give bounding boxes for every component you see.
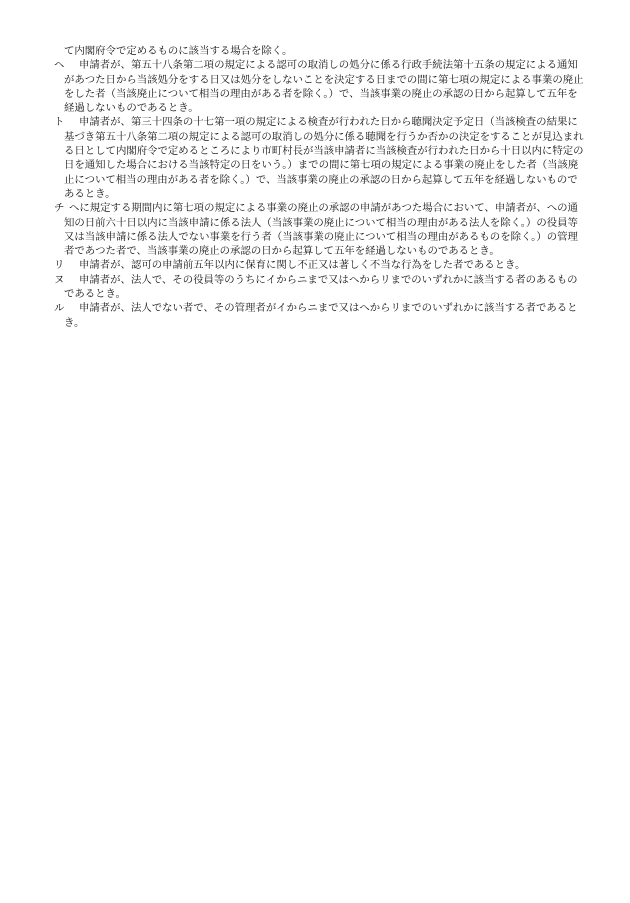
clause-text: 申請者が、認可の申請前五年以内に保育に関し不正又は著しく不当な行為をした者であるとき。 xyxy=(79,259,526,272)
clause-marker: ヌ xyxy=(54,273,65,286)
clause-text: へに規定する期間内に第七項の規定による事業の廃止の承認の申請があつた場合において、申請者が、への通知の日前六十日以内に当該申請に係る法人（当該事業の廃止について相当の理由がある法人を除く。）の役員等又は当該申請に係る法人でない事業を行う者（当該事業の廃止について相当の理由があるものを除く。）の管理者であつた者で、当該事業の廃止の承認の日から起算して五年を経過しないものであるとき。 xyxy=(64,202,578,258)
clause-he xyxy=(54,58,584,115)
clause-text: 申請者が、法人で、その役員等のうちにイからニまで又はへからリまでのいずれかに該当する者のあるものであるとき。 xyxy=(64,273,578,301)
clause-chi xyxy=(54,201,584,258)
document-body xyxy=(54,44,584,330)
clause-marker: リ xyxy=(54,259,65,272)
continuation-text: て内閣府令で定めるものに該当する場合を除く。 xyxy=(64,45,293,57)
clause-text: 申請者が、第五十八条第二項の規定による認可の取消しの処分に係る行政手続法第十五条の規定による通知があつた日から当該処分をする日又は処分をしないことを決定する日までの間に第七項の規定による事業の廃止をした者（当該廃止について相当の理由がある者を除く。）で、当該事業の廃止の承認の日から起算して五年を経過しないものであるとき。 xyxy=(64,59,584,115)
clause-ri xyxy=(54,258,584,272)
clause-marker: ト xyxy=(54,116,65,129)
clause-marker: ル xyxy=(54,302,65,315)
clause-to xyxy=(54,115,584,201)
clause-marker: チ xyxy=(54,202,65,215)
clause-nu xyxy=(54,273,584,302)
clause-text: 申請者が、法人でない者で、その管理者がイからニまで又はへからリまでのいずれかに該当する者であるとき。 xyxy=(64,302,578,329)
clause-text: 申請者が、第三十四条の十七第一項の規定による検査が行われた日から聴聞決定予定日（当該検査の結果に基づき第五十八条第二項の規定による認可の取消しの処分に係る聴聞を行うか否かの決定をすることが見込まれる日として内閣府令で定めるところにより市町村長が当該申請者に当該検査が行われた日から十日以内に特定の日を通知した場合における当該特定の日をいう。）までの間に第七項の規定による事業の廃止をした者（当該廃止について相当の理由がある者を除く。）で、当該事業の廃止の承認の日から起算して五年を経過しないものであるとき。 xyxy=(64,116,584,200)
clause-ru xyxy=(54,301,584,330)
clause-marker: ヘ xyxy=(54,59,65,72)
